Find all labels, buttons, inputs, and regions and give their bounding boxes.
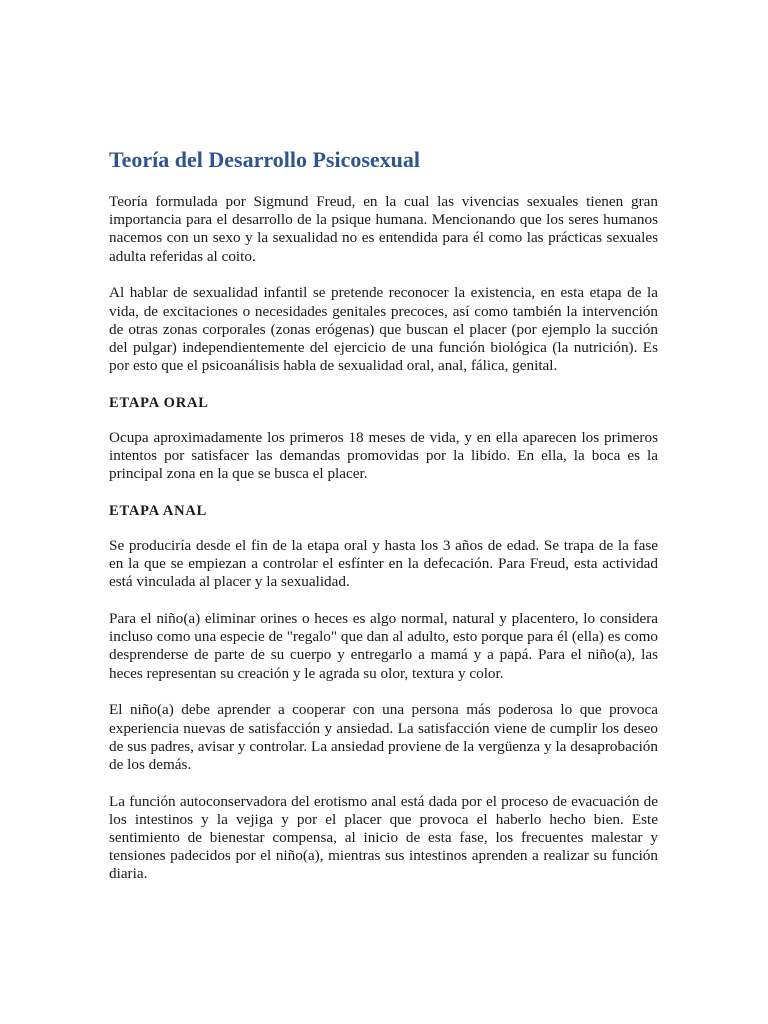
anal-paragraph-1: Se produciría desde el fin de la etapa oral y hasta los 3 años de edad. Se trapa de la fase en la que se empiezan a controlar el esfínter en la defecación. Para Freud, esta actividad está vinculada al placer y la sexualidad. [109, 536, 658, 591]
intro-paragraph-1: Teoría formulada por Sigmund Freud, en la cual las vivencias sexuales tienen gran importancia para el desarrollo de la psique humana. Mencionando que los seres humanos nacemos con un sexo y la sexualidad no es entendida para él como las prácticas sexuales adulta referidas al coito. [109, 193, 658, 265]
document-page [109, 140, 658, 902]
section-heading-anal: ETAPA ANAL [109, 502, 208, 519]
anal-paragraph-2: Para el niño(a) eliminar orines o heces es algo normal, natural y placentero, lo considera incluso como una especie de "regalo" que dan al adulto, esto porque para él (ella) es como desprenderse de parte de su cuerpo y entregarlo a mamá y a papá. Para el niño(a), las heces representan su creación y le agrada su olor, textura y color. [109, 610, 658, 682]
anal-paragraph-3: El niño(a) debe aprender a cooperar con una persona más poderosa lo que provoca experiencia nuevas de satisfacción y ansiedad. La satisfacción viene de cumplir los deseo de sus padres, avisar y controlar. La ansiedad proviene de la vergüenza y la desaprobación de los demás. [109, 701, 658, 773]
oral-paragraph-1: Ocupa aproximadamente los primeros 18 meses de vida, y en ella aparecen los primeros intentos por satisfacer las demandas promovidas por la libido. En ella, la boca es la principal zona en la que se busca el placer. [109, 428, 658, 483]
anal-paragraph-4: La función autoconservadora del erotismo anal está dada por el proceso de evacuación de los intestinos y la vejiga y por el placer que provoca el haberlo hecho bien. Este sentimiento de bienestar compensa, al inicio de esta fase, los frecuentes malestar y tensiones padecidos por el niño(a), mientras sus intestinos aprenden a realizar su función diaria. [109, 792, 658, 883]
section-heading-oral: ETAPA ORAL [109, 394, 209, 411]
document-title: Teoría del Desarrollo Psicosexual [109, 147, 421, 172]
intro-paragraph-2: Al hablar de sexualidad infantil se pretende reconocer la existencia, en esta etapa de la vida, de excitaciones o necesidades genitales precoces, así como también la intervención de otras zonas corporales (zonas erógenas) que buscan el placer (por ejemplo la succión del pulgar) independientemente del ejercicio de una función biológica (la nutrición). Es por esto que el psicoanálisis habla de sexualidad oral, anal, fálica, genital. [109, 284, 658, 375]
